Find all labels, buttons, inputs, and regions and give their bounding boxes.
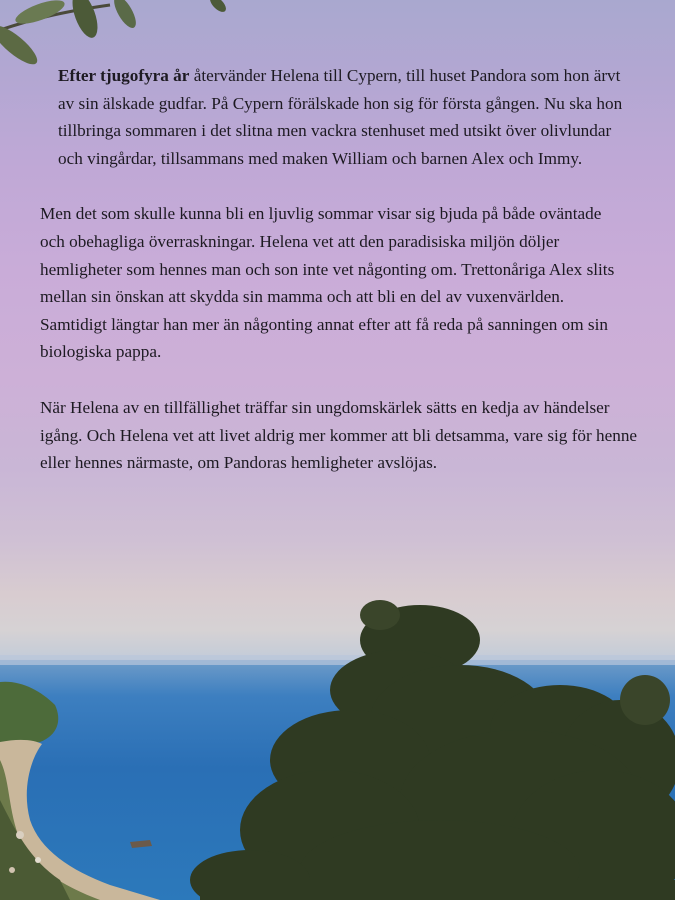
- blurb-paragraph-1-text: återvänder Helena till Cypern, till huset Pandora som hon ärvt av sin älskade gudfar. På Cypern förälskade hon sig för första gången. Nu ska hon tillbringa sommaren i det slitna men vackra stenhuset med utsikt över olivlundar och vingårdar, tillsammans med maken William och barnen Alex och Immy.: [58, 66, 623, 168]
- back-cover-blurb: [40, 62, 650, 477]
- blurb-lead: Efter tjugofyra år: [58, 66, 190, 85]
- blurb-paragraph-3: När Helena av en tillfällighet träffar sin ungdomskärlek sätts en kedja av händelser igång. Och Helena vet att livet aldrig mer kommer att bli detsamma, vare sig för henne eller hennes närmaste, om Pandoras hemligheter avslöjas.: [40, 397, 638, 473]
- blurb-paragraph-2: Men det som skulle kunna bli en ljuvlig sommar visar sig bjuda på både oväntade och obehagliga överraskningar. Helena vet att den paradisiska miljön döljer hemligheter som hennes man och son inte vet någonting om. Trettonåriga Alex slits mellan sin önskan att skydda sin mamma och att bli en del av vuxenvärlden. Samtidigt längtar han mer än någonting annat efter att få reda på sanningen om sin biologiska pappa.: [40, 204, 615, 362]
- blurb-paragraph-1: [40, 62, 633, 172]
